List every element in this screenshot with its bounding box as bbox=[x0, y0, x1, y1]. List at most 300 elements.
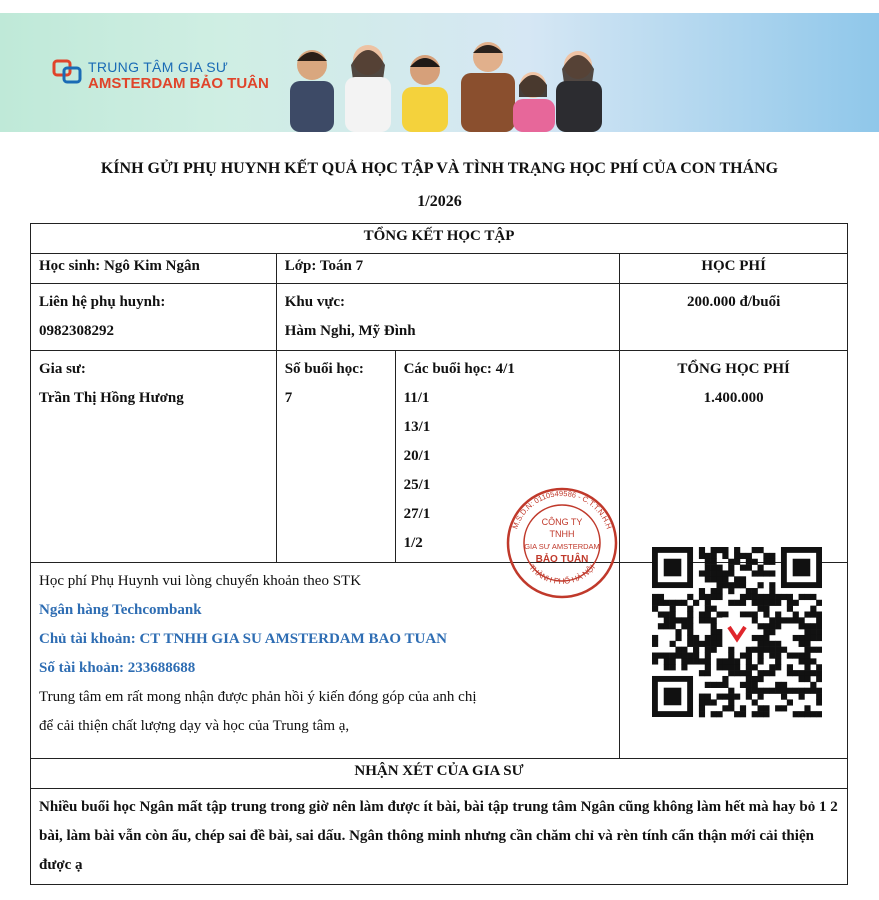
qr-module bbox=[734, 582, 740, 588]
qr-module bbox=[681, 653, 687, 659]
qr-module bbox=[734, 711, 740, 717]
qr-module bbox=[711, 576, 717, 582]
qr-module bbox=[763, 600, 769, 606]
qr-module bbox=[728, 647, 734, 653]
qr-module bbox=[687, 641, 693, 647]
qr-module bbox=[746, 653, 752, 659]
qr-module bbox=[775, 688, 781, 694]
qr-module bbox=[705, 658, 711, 664]
stamp-ring-text: M.S.D.N: 0110549586 - C.T.T.N.H.H bbox=[510, 488, 614, 531]
qr-module bbox=[763, 553, 769, 559]
qr-module bbox=[740, 576, 746, 582]
qr-module bbox=[740, 705, 746, 711]
qr-module bbox=[799, 623, 805, 629]
qr-module bbox=[728, 559, 734, 565]
qr-finder bbox=[793, 559, 811, 577]
parent-contact bbox=[31, 284, 277, 351]
qr-module bbox=[716, 711, 722, 717]
svg-text:THÀNH PHỐ HÀ NỘI bbox=[527, 563, 597, 586]
qr-module bbox=[799, 688, 805, 694]
qr-module bbox=[664, 617, 670, 623]
qr-module bbox=[763, 611, 769, 617]
qr-module bbox=[664, 653, 670, 659]
qr-module bbox=[664, 600, 670, 606]
qr-module bbox=[758, 658, 764, 664]
qr-module bbox=[728, 658, 734, 664]
qr-module bbox=[758, 570, 764, 576]
qr-module bbox=[763, 670, 769, 676]
qr-module bbox=[775, 647, 781, 653]
qr-module bbox=[816, 611, 822, 617]
qr-module bbox=[722, 694, 728, 700]
qr-module bbox=[728, 600, 734, 606]
qr-module bbox=[769, 553, 775, 559]
payment-intro: Học phí Phụ Huynh vui lòng chuyển khoản theo STK bbox=[39, 573, 362, 589]
qr-module bbox=[681, 664, 687, 670]
qr-module bbox=[652, 594, 658, 600]
qr-module bbox=[746, 664, 752, 670]
qr-module bbox=[810, 658, 816, 664]
qr-module bbox=[664, 623, 670, 629]
qr-module bbox=[769, 559, 775, 565]
qr-module bbox=[687, 617, 693, 623]
qr-module bbox=[705, 611, 711, 617]
qr-module bbox=[752, 594, 758, 600]
logo-text-bottom: AMSTERDAM BẢO TUÂN bbox=[88, 75, 269, 92]
area-value: Hàm Nghi, Mỹ Đình bbox=[284, 323, 416, 339]
qr-module bbox=[658, 611, 664, 617]
qr-module bbox=[816, 617, 822, 623]
qr-module bbox=[734, 694, 740, 700]
qr-module bbox=[652, 635, 658, 641]
page-title: KÍNH GỬI PHỤ HUYNH KẾT QUẢ HỌC TẬP VÀ TÌNH TRẠNG HỌC PHÍ CỦA CON THÁNG bbox=[100, 160, 779, 177]
qr-module bbox=[681, 600, 687, 606]
qr-module bbox=[670, 606, 676, 612]
qr-module bbox=[693, 600, 699, 606]
total-fee-label: TỔNG HỌC PHÍ bbox=[677, 361, 790, 377]
qr-module bbox=[799, 670, 805, 676]
qr-module bbox=[705, 565, 711, 571]
qr-module bbox=[758, 600, 764, 606]
fee-per-session: 200.000 đ/buổi bbox=[620, 284, 848, 351]
qr-module bbox=[804, 670, 810, 676]
qr-module bbox=[699, 570, 705, 576]
stamp-bottom-text: THÀNH PHỐ HÀ NỘI bbox=[527, 562, 597, 586]
qr-module bbox=[793, 617, 799, 623]
qr-module bbox=[711, 682, 717, 688]
qr-module bbox=[722, 682, 728, 688]
qr-module bbox=[652, 641, 658, 647]
qr-module bbox=[769, 670, 775, 676]
qr-module bbox=[769, 588, 775, 594]
qr-module bbox=[734, 658, 740, 664]
qr-module bbox=[670, 664, 676, 670]
session-date: 11/1 bbox=[403, 390, 430, 406]
qr-module bbox=[716, 588, 722, 594]
qr-module bbox=[687, 658, 693, 664]
total-fee-value: 1.400.000 bbox=[703, 390, 764, 406]
qr-module bbox=[658, 653, 664, 659]
qr-module bbox=[775, 617, 781, 623]
account-holder: Chủ tài khoản: CT TNHH GIA SU AMSTERDAM BAO TUAN bbox=[39, 631, 448, 647]
qr-module bbox=[728, 582, 734, 588]
qr-module bbox=[804, 623, 810, 629]
qr-module bbox=[752, 676, 758, 682]
qr-module bbox=[763, 559, 769, 565]
page-title-period: 1/2026 bbox=[417, 193, 462, 210]
qr-module bbox=[763, 606, 769, 612]
qr-module bbox=[775, 682, 781, 688]
account-number: Số tài khoản: 233688688 bbox=[39, 660, 196, 676]
qr-module bbox=[746, 682, 752, 688]
qr-module bbox=[711, 606, 717, 612]
session-date: 20/1 bbox=[403, 448, 431, 464]
qr-module bbox=[716, 664, 722, 670]
qr-module bbox=[793, 600, 799, 606]
qr-module bbox=[752, 600, 758, 606]
qr-module bbox=[804, 664, 810, 670]
qr-module bbox=[728, 705, 734, 711]
qr-module bbox=[763, 688, 769, 694]
qr-module bbox=[804, 611, 810, 617]
feedback-line: để cải thiện chất lượng dạy và học của Trung tâm ạ, bbox=[39, 718, 350, 734]
qr-module bbox=[752, 688, 758, 694]
qr-module bbox=[775, 623, 781, 629]
qr-module bbox=[693, 641, 699, 647]
qr-module bbox=[787, 653, 793, 659]
qr-module bbox=[775, 594, 781, 600]
tutor-label: Gia sư: bbox=[39, 361, 86, 377]
qr-module bbox=[752, 647, 758, 653]
qr-module bbox=[769, 600, 775, 606]
qr-module bbox=[728, 699, 734, 705]
qr-module bbox=[804, 653, 810, 659]
qr-module bbox=[793, 670, 799, 676]
qr-module bbox=[711, 647, 717, 653]
qr-module bbox=[716, 629, 722, 635]
stamp-line: BẢO TUÂN bbox=[535, 554, 589, 565]
qr-module bbox=[652, 653, 658, 659]
session-date: 27/1 bbox=[403, 506, 431, 522]
qr-module bbox=[693, 658, 699, 664]
qr-module bbox=[746, 658, 752, 664]
qr-module bbox=[722, 582, 728, 588]
qr-module bbox=[740, 582, 746, 588]
qr-module bbox=[746, 565, 752, 571]
qr-module bbox=[716, 635, 722, 641]
qr-module bbox=[705, 670, 711, 676]
qr-module bbox=[810, 711, 816, 717]
qr-module bbox=[816, 676, 822, 682]
qr-module bbox=[810, 647, 816, 653]
total-fee-cell bbox=[620, 351, 848, 563]
qr-module bbox=[787, 670, 793, 676]
qr-module bbox=[804, 635, 810, 641]
qr-module bbox=[746, 553, 752, 559]
qr-module bbox=[711, 553, 717, 559]
qr-module bbox=[763, 629, 769, 635]
session-date: 13/1 bbox=[403, 419, 431, 435]
parent-phone: 0982308292 bbox=[39, 323, 114, 339]
qr-module bbox=[804, 711, 810, 717]
qr-module bbox=[711, 635, 717, 641]
qr-module bbox=[816, 670, 822, 676]
qr-module bbox=[769, 688, 775, 694]
qr-module bbox=[711, 641, 717, 647]
qr-module bbox=[734, 664, 740, 670]
qr-module bbox=[711, 565, 717, 571]
qr-module bbox=[816, 647, 822, 653]
qr-module bbox=[781, 694, 787, 700]
qr-module bbox=[734, 670, 740, 676]
qr-module bbox=[758, 641, 764, 647]
qr-module bbox=[705, 635, 711, 641]
qr-module bbox=[699, 553, 705, 559]
qr-module bbox=[763, 594, 769, 600]
qr-module bbox=[699, 658, 705, 664]
qr-module bbox=[752, 611, 758, 617]
qr-module bbox=[675, 600, 681, 606]
qr-module bbox=[804, 658, 810, 664]
qr-module bbox=[804, 629, 810, 635]
qr-module bbox=[816, 623, 822, 629]
qr-module bbox=[781, 688, 787, 694]
qr-module bbox=[769, 582, 775, 588]
qr-module bbox=[740, 711, 746, 717]
qr-module bbox=[670, 600, 676, 606]
qr-module bbox=[722, 553, 728, 559]
qr-module bbox=[734, 600, 740, 606]
qr-module bbox=[722, 611, 728, 617]
qr-module bbox=[787, 664, 793, 670]
qr-module bbox=[728, 570, 734, 576]
review-heading: NHẬN XÉT CỦA GIA SƯ bbox=[31, 759, 848, 789]
qr-module bbox=[804, 641, 810, 647]
qr-module bbox=[675, 617, 681, 623]
qr-module bbox=[693, 635, 699, 641]
qr-module bbox=[728, 688, 734, 694]
qr-module bbox=[810, 635, 816, 641]
qr-module bbox=[769, 617, 775, 623]
qr-module bbox=[758, 623, 764, 629]
qr-module bbox=[728, 664, 734, 670]
bank-name: Ngân hàng Techcombank bbox=[39, 602, 202, 618]
qr-module bbox=[758, 653, 764, 659]
qr-module bbox=[705, 617, 711, 623]
qr-module bbox=[746, 676, 752, 682]
qr-module bbox=[740, 682, 746, 688]
qr-module bbox=[658, 600, 664, 606]
qr-module bbox=[758, 711, 764, 717]
qr-module bbox=[816, 664, 822, 670]
qr-finder bbox=[664, 688, 682, 706]
qr-module bbox=[681, 617, 687, 623]
qr-module bbox=[728, 694, 734, 700]
qr-module bbox=[658, 594, 664, 600]
qr-module bbox=[722, 576, 728, 582]
qr-module bbox=[722, 705, 728, 711]
qr-module bbox=[804, 594, 810, 600]
qr-module bbox=[722, 658, 728, 664]
qr-module bbox=[711, 699, 717, 705]
qr-module bbox=[787, 699, 793, 705]
qr-module bbox=[699, 670, 705, 676]
qr-module bbox=[752, 559, 758, 565]
qr-module bbox=[763, 647, 769, 653]
qr-module bbox=[769, 641, 775, 647]
qr-module bbox=[722, 570, 728, 576]
logo-icon bbox=[52, 58, 84, 86]
qr-module bbox=[716, 611, 722, 617]
qr-module bbox=[752, 635, 758, 641]
qr-module bbox=[787, 600, 793, 606]
qr-module bbox=[810, 670, 816, 676]
qr-module bbox=[752, 711, 758, 717]
qr-module bbox=[699, 699, 705, 705]
qr-module bbox=[711, 629, 717, 635]
qr-module bbox=[687, 629, 693, 635]
qr-module bbox=[728, 670, 734, 676]
qr-module bbox=[693, 653, 699, 659]
qr-module bbox=[699, 705, 705, 711]
qr-module bbox=[769, 623, 775, 629]
qr-module bbox=[816, 688, 822, 694]
qr-module bbox=[758, 694, 764, 700]
qr-module bbox=[699, 694, 705, 700]
qr-module bbox=[716, 682, 722, 688]
summary-heading: TỔNG KẾT HỌC TẬP bbox=[31, 224, 848, 254]
qr-module bbox=[787, 617, 793, 623]
qr-module bbox=[652, 606, 658, 612]
qr-module bbox=[675, 629, 681, 635]
qr-module bbox=[705, 606, 711, 612]
qr-module bbox=[763, 635, 769, 641]
qr-module bbox=[716, 658, 722, 664]
qr-module bbox=[705, 647, 711, 653]
qr-module bbox=[752, 547, 758, 553]
qr-module bbox=[781, 594, 787, 600]
stamp-line: TNHH bbox=[549, 529, 575, 539]
qr-module bbox=[711, 588, 717, 594]
stamp-line: GIA SƯ AMSTERDAM bbox=[524, 542, 600, 551]
qr-module bbox=[722, 547, 728, 553]
qr-module bbox=[799, 594, 805, 600]
qr-module bbox=[758, 606, 764, 612]
qr-module bbox=[699, 617, 705, 623]
qr-module bbox=[670, 653, 676, 659]
qr-module bbox=[793, 653, 799, 659]
session-date: 25/1 bbox=[403, 477, 431, 493]
qr-module bbox=[716, 641, 722, 647]
qr-module bbox=[740, 600, 746, 606]
qr-module bbox=[781, 705, 787, 711]
tutor-name: Trần Thị Hồng Hương bbox=[39, 390, 184, 406]
qr-module bbox=[705, 699, 711, 705]
area bbox=[276, 284, 620, 351]
qr-module bbox=[758, 594, 764, 600]
qr-module bbox=[716, 565, 722, 571]
qr-module bbox=[734, 576, 740, 582]
qr-module bbox=[799, 711, 805, 717]
qr-module bbox=[716, 694, 722, 700]
qr-module bbox=[781, 682, 787, 688]
qr-module bbox=[799, 641, 805, 647]
qr-module bbox=[758, 688, 764, 694]
qr-module bbox=[716, 594, 722, 600]
qr-module bbox=[799, 653, 805, 659]
qr-module bbox=[752, 617, 758, 623]
qr-module bbox=[775, 705, 781, 711]
qr-module bbox=[816, 699, 822, 705]
qr-module bbox=[734, 553, 740, 559]
qr-module bbox=[746, 670, 752, 676]
qr-module bbox=[793, 611, 799, 617]
qr-module bbox=[675, 635, 681, 641]
tutor bbox=[31, 351, 277, 563]
qr-module bbox=[722, 664, 728, 670]
qr-module bbox=[681, 647, 687, 653]
qr-module bbox=[670, 617, 676, 623]
qr-module bbox=[763, 570, 769, 576]
qr-module bbox=[652, 658, 658, 664]
parent-contact-label: Liên hệ phụ huynh: bbox=[39, 294, 166, 310]
qr-module bbox=[775, 600, 781, 606]
qr-module bbox=[711, 617, 717, 623]
qr-module bbox=[705, 570, 711, 576]
session-dates-label: Các buổi học: 4/1 bbox=[403, 361, 515, 377]
qr-module bbox=[740, 594, 746, 600]
qr-module bbox=[769, 664, 775, 670]
qr-module bbox=[687, 611, 693, 617]
qr-module bbox=[670, 658, 676, 664]
qr-module bbox=[681, 623, 687, 629]
qr-module bbox=[658, 623, 664, 629]
qr-module bbox=[705, 600, 711, 606]
qr-module bbox=[705, 553, 711, 559]
qr-module bbox=[758, 676, 764, 682]
qr-module bbox=[810, 606, 816, 612]
qr-module bbox=[763, 641, 769, 647]
logo-text-top: TRUNG TÂM GIA SƯ bbox=[88, 59, 229, 75]
qr-module bbox=[711, 623, 717, 629]
review-text: Nhiều buổi học Ngân mất tập trung trong giờ nên làm được ít bài, bài tập trung tâm Ngân cũng không làm hết mà hay bỏ 1 2 bài, làm bài vẫn còn ẩu, chép sai đề bài, sai dấu. Ngân thông minh nhưng cần chăm chỉ và rèn tính cẩn thận mới cải thiện được ạ bbox=[31, 789, 848, 885]
qr-finder bbox=[664, 559, 682, 577]
qr-module bbox=[793, 635, 799, 641]
qr-module bbox=[804, 688, 810, 694]
qr-module bbox=[763, 705, 769, 711]
qr-module bbox=[705, 559, 711, 565]
qr-module bbox=[769, 629, 775, 635]
stamp-line: CÔNG TY bbox=[541, 517, 583, 527]
student-name: Học sinh: Ngô Kim Ngân bbox=[31, 254, 277, 284]
qr-module bbox=[734, 547, 740, 553]
qr-module bbox=[810, 623, 816, 629]
qr-module bbox=[716, 582, 722, 588]
payment-qr-code bbox=[652, 547, 822, 719]
fee-heading: HỌC PHÍ bbox=[620, 254, 848, 284]
qr-module bbox=[810, 682, 816, 688]
qr-module bbox=[705, 576, 711, 582]
qr-module bbox=[705, 682, 711, 688]
feedback-line: Trung tâm em rất mong nhận được phản hồi ý kiến đóng góp của anh chị bbox=[39, 689, 477, 705]
qr-module bbox=[675, 647, 681, 653]
qr-module bbox=[799, 635, 805, 641]
qr-module bbox=[705, 594, 711, 600]
qr-module bbox=[775, 653, 781, 659]
qr-module bbox=[769, 653, 775, 659]
qr-module bbox=[804, 647, 810, 653]
qr-module bbox=[746, 588, 752, 594]
